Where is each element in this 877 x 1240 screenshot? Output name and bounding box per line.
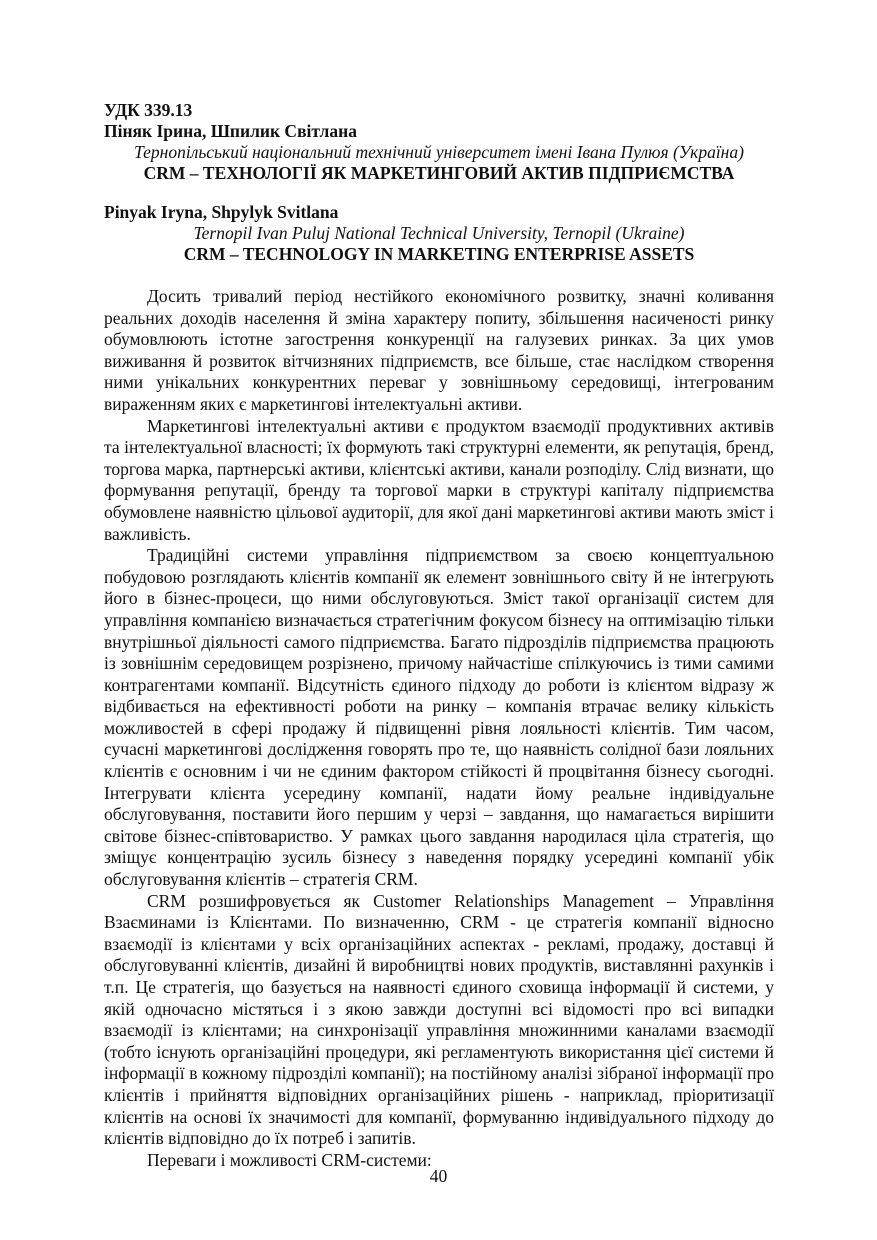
title-en: CRM – TECHNOLOGY IN MARKETING ENTERPRISE ASSETS [183,244,695,264]
paragraph: CRM розшифровується як Customer Relationships Management – Управління Взаєминами із Клієнтами. По визначенню, CRM - це стратегія компанії відносно взаємодії із клієнтами у всіх організаційних аспектах - рекламі, продажу, доставці й обслуговуванні клієнтів, дизайні й виробництві нових продуктів, виставлянні рахунків і т.п. Це стратегія, що базується на наявності єдиного сховища інформації й системи, у якій одночасно містяться і з якою завжди доступні всі відомості про всі випадки взаємодії із клієнтами; на синхронізації управління множинними каналами взаємодії (тобто існують організаційні процедури, які регламентують використання цієї системи й інформації в кожному підрозділі компанії); на постійному аналізі зібраної інформації про клієнтів і прийняття відповідних організаційних рішень - наприклад, пріоритизації клієнтів на основі їх значимості для компанії, формуванню індивідуального підходу до клієнтів відповідно до їх потреб і запитів. [104,890,774,1149]
title-uk: CRM – ТЕХНОЛОГІЇ ЯК МАРКЕТИНГОВИЙ АКТИВ ПІДПРИЄМСТВА [143,163,735,183]
affiliation-en: Ternopil Ivan Puluj National Technical University, Ternopil (Ukraine) [193,223,685,243]
page-number: 40 [429,1166,448,1186]
affiliation-uk: Тернопільський національний технічний університет імені Івана Пулюя (Україна) [134,142,744,162]
udk-code: УДК 339.13 [104,100,193,120]
paragraph: Досить тривалий період нестійкого економічного розвитку, значні коливання реальних доходів населення й зміна характеру попиту, збільшення насиченості ринку обумовлюють істотне загострення конкуренції на галузевих ринках. За цих умов виживання й розвиток вітчизняних підприємств, все більше, стає наслідком створення ними унікальних конкурентних переваг у зовнішньому середовищі, інтегрованим вираженням яких є маркетингові інтелектуальні активи. [104,286,774,414]
paragraph: Маркетингові інтелектуальні активи є продуктом взаємодії продуктивних активів та інтелектуальної власності; їх формують такі структурні елементи, як репутація, бренд, торгова марка, партнерські активи, клієнтські активи, канали розподілу. Слід визнати, що формування репутації, бренду та торгової марки в структурі капіталу підприємства обумовлене наявністю цільової аудиторії, для якої дані маркетингові активи мають зміст і важливість. [104,415,774,544]
paragraph: Традиційні системи управління підприємством за своєю концептуальною побудовою розглядають клієнтів компанії як елемент зовнішнього світу й не інтегрують його в бізнес-процеси, що ними обслуговуються. Зміст такої організації систем для управління компанією визначається стратегічним фокусом бізнесу на оптимізацію тільки внутрішньої діяльності самого підприємства. Багато підрозділів підприємства працюють із зовнішнім середовищем розрізнено, причому найчастіше спілкуючись із тими самими контрагентами компанії. Відсутність єдиного підходу до роботи із клієнтом відразу ж відбивається на ефективності роботи на ринку – компанія втрачає велику кількість можливостей в сфері продажу й підвищенні рівня лояльності клієнтів. Тим часом, сучасні маркетингові дослідження говорять про те, що наявність солідної бази лояльних клієнтів є основним і чи не єдиним фактором стійкості й процвітання бізнесу сьогодні. Інтегрувати клієнта усередину компанії, надати йому реальне індивідуальне обслуговування, поставити його першим у черзі – завдання, що намагається вирішити світове бізнес-співтовариство. У рамках цього завдання народилася ціла стратегія, що зміщує концентрацію зусиль бізнесу з наведення порядку усередині компанії убік обслуговування клієнтів – стратегія CRM. [104,545,774,890]
paper-page [104,100,774,1171]
spacer [104,265,774,286]
body-text [104,286,774,1171]
spacer [104,184,774,202]
authors-en: Pinyak Iryna, Shpylyk Svitlana [104,202,339,222]
authors-uk: Піняк Ірина, Шпилик Світлана [104,121,357,141]
paragraph: Переваги і можливості CRM-системи: [147,1149,432,1170]
